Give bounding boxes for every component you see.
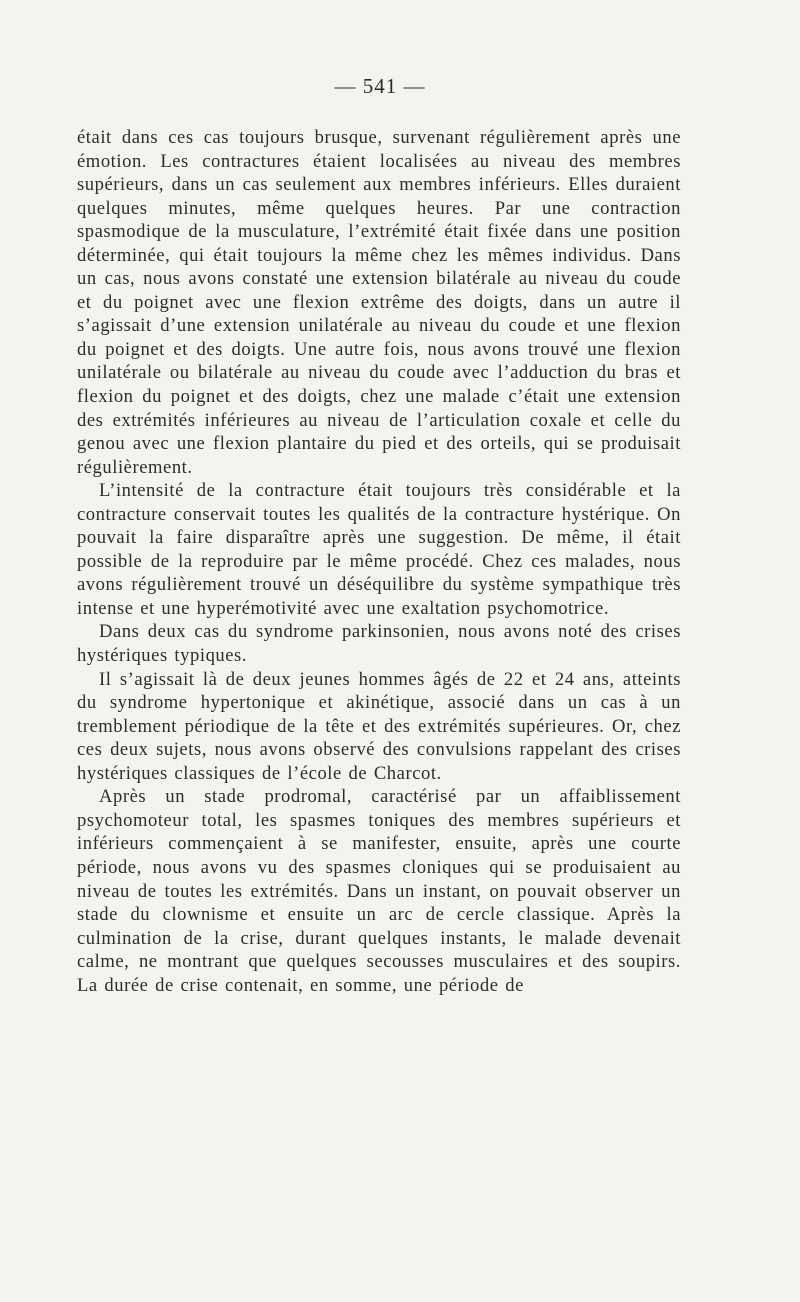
page-number: — 541 —	[334, 74, 426, 98]
paragraph-parkinsonien: Dans deux cas du syndrome parkinsonien, nous avons noté des crises hystériques typiques.	[77, 621, 681, 667]
paragraph-jeunes-hommes: Il s’agissait là de deux jeunes hommes âgés de 22 et 24 ans, atteints du syndrome hypertonique et akinétique, associé dans un cas à un tremblement périodique de la tête et des extrémités supérieures. Or, chez ces deux sujets, nous avons observé des convulsions rappelant des crises hystériques classiques de l’école de Charcot.	[77, 668, 681, 784]
paragraph-intensite: L’intensité de la contracture était toujours très considérable et la contracture conservait toutes les qualités de la contracture hystérique. On pouvait la faire disparaître après une suggestion. De même, il était possible de la reproduire par le même procédé. Chez ces malades, nous avons régulièrement trouvé un déséquilibre du système sympathique très intense et une hyperémotivité avec une exaltation psychomotrice.	[77, 480, 681, 619]
paragraph-contractures: était dans ces cas toujours brusque, survenant régulièrement après une émotion. Les contractures étaient localisées au niveau des membres supérieurs, dans un cas seulement aux membres inférieurs. Elles duraient quelques minutes, même quelques heures. Par une contraction spasmodique de la musculature, l’extrémité était fixée dans une position déterminée, qui était toujours la même chez les mêmes individus. Dans un cas, nous avons constaté une extension bilatérale au niveau du coude et du poignet avec une flexion extrême des doigts, dans un autre il s’agissait d’une extension unilatérale au niveau du coude et une flexion du poignet et des doigts. Une autre fois, nous avons trouvé une flexion unilatérale ou bilatérale au niveau du coude avec l’adduction du bras et flexion du poignet et des doigts, chez une malade c’était une extension des extrémités inférieures au niveau de l’articulation coxale et celle du genou avec une flexion plantaire du pied et des orteils, qui se produisait régulièrement.	[77, 127, 681, 478]
paragraph-stade-prodromal: Après un stade prodromal, caractérisé par un affaiblissement psychomoteur total, les spasmes toniques des membres supérieurs et inférieurs commençaient à se manifester, ensuite, après une courte période, nous avons vu des spasmes cloniques qui se produisaient au niveau de toutes les extrémités. Dans un instant, on pouvait observer un stade du clownisme et ensuite un arc de cercle classique. Après la culmination de la crise, durant quelques instants, le malade devenait calme, ne montrant que quelques secousses musculaires et des soupirs. La durée de crise contenait, en somme, une période de	[77, 786, 681, 996]
body-text	[77, 126, 681, 997]
